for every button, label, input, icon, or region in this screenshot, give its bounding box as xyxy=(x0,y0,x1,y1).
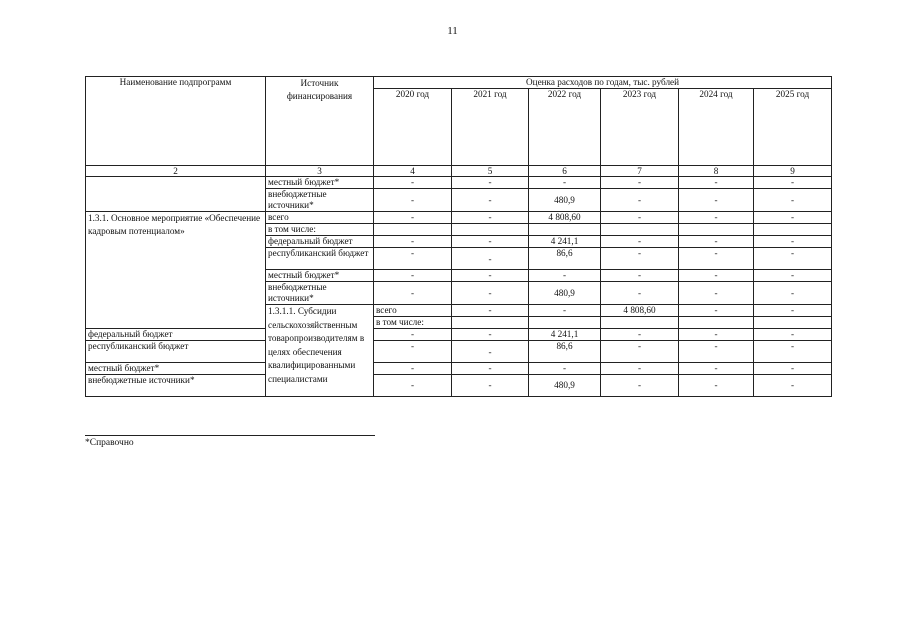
value-cell: - xyxy=(679,189,754,212)
value-cell: - xyxy=(679,363,754,375)
value-cell: - xyxy=(529,270,601,282)
column-number: 5 xyxy=(452,166,529,177)
header-year: 2024 год xyxy=(679,89,754,166)
value-cell: - xyxy=(374,270,452,282)
table-row xyxy=(86,363,832,375)
source-cell: внебюджетные источники* xyxy=(266,189,374,212)
value-cell: 4 241,1 xyxy=(529,236,601,248)
source-cell: местный бюджет* xyxy=(266,270,374,282)
header-estimate: Оценка расходов по годам, тыс. рублей xyxy=(374,77,832,89)
column-number-row xyxy=(86,166,832,177)
empty-cell xyxy=(679,224,754,236)
column-number: 6 xyxy=(529,166,601,177)
value-cell: - xyxy=(679,248,754,270)
value-cell: - xyxy=(679,236,754,248)
value-cell: - xyxy=(452,189,529,212)
value-cell: - xyxy=(601,248,679,270)
value-cell: - xyxy=(374,363,452,375)
value-cell: - xyxy=(754,248,832,270)
source-cell-total: всего xyxy=(266,212,374,224)
source-cell-total: всего xyxy=(374,305,452,317)
column-number: 3 xyxy=(266,166,374,177)
source-cell: федеральный бюджет xyxy=(86,329,266,341)
footnote-divider xyxy=(85,435,375,436)
empty-cell xyxy=(601,317,679,329)
header-year: 2020 год xyxy=(374,89,452,166)
subprogram-name-empty xyxy=(86,177,266,212)
empty-cell xyxy=(452,224,529,236)
value-cell xyxy=(452,341,529,363)
table-row xyxy=(86,329,832,341)
value-cell: - xyxy=(679,305,754,317)
source-cell: в том числе: xyxy=(266,224,374,236)
value-cell: - xyxy=(754,236,832,248)
empty-cell xyxy=(452,317,529,329)
value-cell: - xyxy=(601,282,679,305)
value-text: - xyxy=(488,254,492,264)
source-cell: местный бюджет* xyxy=(266,177,374,189)
value-cell: 480,9 xyxy=(529,282,601,305)
header-source: Источник финансирования xyxy=(266,77,374,166)
value-cell: - xyxy=(601,270,679,282)
value-cell: 86,6 xyxy=(529,341,601,363)
value-cell: - xyxy=(452,329,529,341)
value-cell: - xyxy=(529,177,601,189)
table-row xyxy=(86,341,832,363)
table-row xyxy=(86,212,832,224)
value-cell: 480,9 xyxy=(529,189,601,212)
source-cell: местный бюджет* xyxy=(86,363,266,375)
value-cell: - xyxy=(754,177,832,189)
value-cell: - xyxy=(601,329,679,341)
subprogram-name: 1.3.1. Основное мероприятие «Обеспечение кадровым потенциалом» xyxy=(86,212,266,329)
value-cell: - xyxy=(754,341,832,363)
value-cell: - xyxy=(601,236,679,248)
value-cell: - xyxy=(374,282,452,305)
value-cell: - xyxy=(601,375,679,397)
value-cell: - xyxy=(679,329,754,341)
value-cell: - xyxy=(601,189,679,212)
source-cell: федеральный бюджет xyxy=(266,236,374,248)
header-year: 2022 год xyxy=(529,89,601,166)
value-cell: - xyxy=(452,177,529,189)
value-cell: - xyxy=(529,305,601,317)
value-cell: - xyxy=(374,341,452,363)
value-cell: 4 808,60 xyxy=(601,305,679,317)
value-cell: - xyxy=(452,282,529,305)
value-cell: - xyxy=(601,177,679,189)
header-year: 2023 год xyxy=(601,89,679,166)
source-cell: в том числе: xyxy=(374,317,452,329)
empty-cell xyxy=(529,317,601,329)
value-cell: - xyxy=(452,212,529,224)
header-year: 2021 год xyxy=(452,89,529,166)
header-year: 2025 год xyxy=(754,89,832,166)
value-cell: - xyxy=(754,363,832,375)
value-cell: - xyxy=(679,212,754,224)
value-cell: 4 241,1 xyxy=(529,329,601,341)
value-cell: - xyxy=(679,177,754,189)
source-cell: внебюджетные источники* xyxy=(266,282,374,305)
value-cell: - xyxy=(601,363,679,375)
value-cell: - xyxy=(679,270,754,282)
value-cell: - xyxy=(374,212,452,224)
value-cell: - xyxy=(679,282,754,305)
value-cell: 480,9 xyxy=(529,375,601,397)
value-cell: - xyxy=(374,248,452,270)
empty-cell xyxy=(529,224,601,236)
table-row xyxy=(86,375,832,397)
value-cell: - xyxy=(374,329,452,341)
value-cell: - xyxy=(754,329,832,341)
empty-cell xyxy=(374,224,452,236)
value-cell: - xyxy=(452,270,529,282)
budget-table xyxy=(85,76,832,397)
header-row-1 xyxy=(86,77,832,89)
value-cell: 4 808,60 xyxy=(529,212,601,224)
column-number: 9 xyxy=(754,166,832,177)
value-cell: 86,6 xyxy=(529,248,601,270)
footnote: *Справочно xyxy=(85,438,134,448)
header-name: Наименование подпрограмм xyxy=(86,77,266,166)
page-number: 11 xyxy=(447,25,458,37)
value-cell xyxy=(452,248,529,270)
empty-cell xyxy=(754,317,832,329)
column-number: 8 xyxy=(679,166,754,177)
value-cell: - xyxy=(374,189,452,212)
value-cell: - xyxy=(529,363,601,375)
empty-cell xyxy=(601,224,679,236)
table-row xyxy=(86,177,832,189)
column-number: 2 xyxy=(86,166,266,177)
value-cell: - xyxy=(452,363,529,375)
subprogram-name: 1.3.1.1. Субсидии сельскохозяйственным товаропроизводителям в целях обеспечения квалифицированными специалистами xyxy=(266,305,374,397)
value-cell: - xyxy=(754,212,832,224)
value-cell: - xyxy=(754,305,832,317)
value-cell: - xyxy=(754,189,832,212)
value-cell: - xyxy=(754,375,832,397)
value-cell: - xyxy=(754,282,832,305)
source-cell: республиканский бюджет xyxy=(86,341,266,363)
value-cell: - xyxy=(452,375,529,397)
value-cell: - xyxy=(452,236,529,248)
value-cell: - xyxy=(601,212,679,224)
empty-cell xyxy=(754,224,832,236)
value-cell: - xyxy=(679,375,754,397)
value-cell: - xyxy=(679,341,754,363)
value-cell: - xyxy=(601,341,679,363)
value-cell: - xyxy=(754,270,832,282)
empty-cell xyxy=(679,317,754,329)
value-cell: - xyxy=(374,177,452,189)
value-text: - xyxy=(488,347,492,357)
column-number: 7 xyxy=(601,166,679,177)
source-cell: республиканский бюджет xyxy=(266,248,374,270)
value-cell: - xyxy=(374,375,452,397)
value-cell: - xyxy=(374,236,452,248)
value-cell: - xyxy=(452,305,529,317)
column-number: 4 xyxy=(374,166,452,177)
source-cell: внебюджетные источники* xyxy=(86,375,266,397)
